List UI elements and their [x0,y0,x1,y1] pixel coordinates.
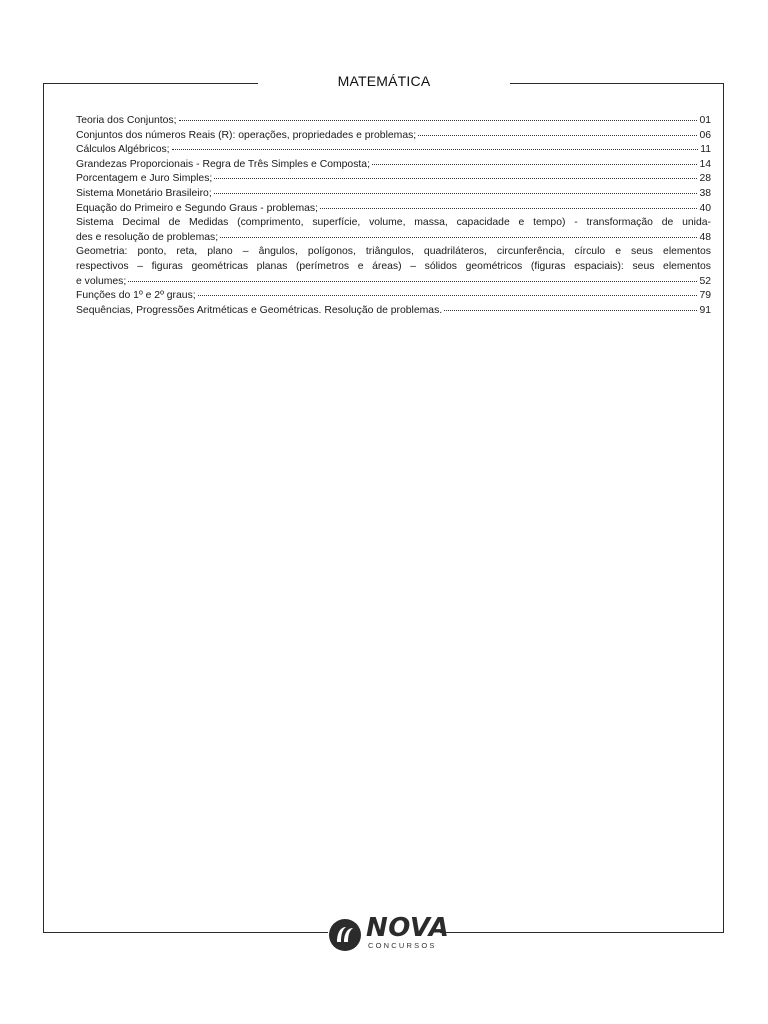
toc-entry-page: 52 [699,275,711,287]
toc-entry-label: e volumes; [76,275,127,287]
toc-entry-page: 40 [699,202,711,214]
toc-entry-label: des e resolução de problemas; [76,231,219,243]
dot-leader [320,208,697,209]
toc-entry-page: 38 [699,187,711,199]
toc-entry-last-line [76,275,711,290]
dot-leader [214,193,698,194]
toc-entry-multiline [76,216,711,245]
table-of-contents [76,114,711,318]
toc-entry-label: Grandezas Proporcionais - Regra de Três Simples e Composta; [76,158,370,170]
dot-leader [418,135,697,136]
toc-entry-page: 28 [699,173,711,185]
dot-leader [214,178,697,179]
toc-entry-label: Funções do 1º e 2º graus; [76,290,196,302]
toc-entry-line: Sistema Decimal de Medidas (comprimento, superfície, volume, massa, capacidade e tempo) - transformação de unida- [76,217,711,229]
toc-entry-label: Sequências, Progressões Aritméticas e Geométricas. Resolução de problemas. [76,304,443,316]
toc-entry-page: 14 [699,158,711,170]
page-title: MATEMÁTICA [258,71,510,91]
toc-entry-label: Sistema Monetário Brasileiro; [76,187,212,199]
toc-entry [76,143,711,158]
toc-entry [76,114,711,129]
dot-leader [198,295,698,296]
toc-entry-label: Porcentagem e Juro Simples; [76,173,213,185]
logo-brand-text: NOVA [366,913,450,943]
dot-leader [128,281,697,282]
toc-entry [76,158,711,173]
toc-entry-label: Equação do Primeiro e Segundo Graus - problemas; [76,202,319,214]
toc-entry [76,304,711,319]
dot-leader [220,237,697,238]
toc-entry-page: 11 [700,144,711,156]
toc-entry-page: 06 [699,129,711,141]
logo-mark-icon [328,918,362,952]
logo-subtext: CONCURSOS [368,941,437,950]
toc-entry-page: 79 [699,290,711,302]
dot-leader [444,310,697,311]
toc-entry [76,202,711,217]
toc-entry [76,172,711,187]
dot-leader [172,149,699,150]
toc-entry-page: 48 [699,231,711,243]
toc-entry-multiline [76,245,711,289]
toc-entry-label: Conjuntos dos números Reais (R): operações, propriedades e problemas; [76,129,417,141]
toc-entry [76,187,711,202]
toc-entry-page: 01 [699,115,711,126]
toc-entry-line: respectivos – figuras geométricas planas (perímetros e áreas) – sólidos geométricos (figuras espaciais): seus elementos [76,260,711,272]
nova-concursos-logo [328,913,450,954]
toc-entry-page: 91 [699,304,711,316]
toc-entry-last-line [76,231,711,246]
toc-entry [76,129,711,144]
toc-entry [76,289,711,304]
toc-entry-label: Cálculos Algébricos; [76,144,170,156]
toc-entry-line: Geometria: ponto, reta, plano – ângulos, polígonos, triângulos, quadriláteros, circunferência, círculo e seus elementos [76,246,711,258]
toc-entry-label: Teoria dos Conjuntos; [76,115,177,126]
dot-leader [179,120,698,121]
dot-leader [372,164,697,165]
